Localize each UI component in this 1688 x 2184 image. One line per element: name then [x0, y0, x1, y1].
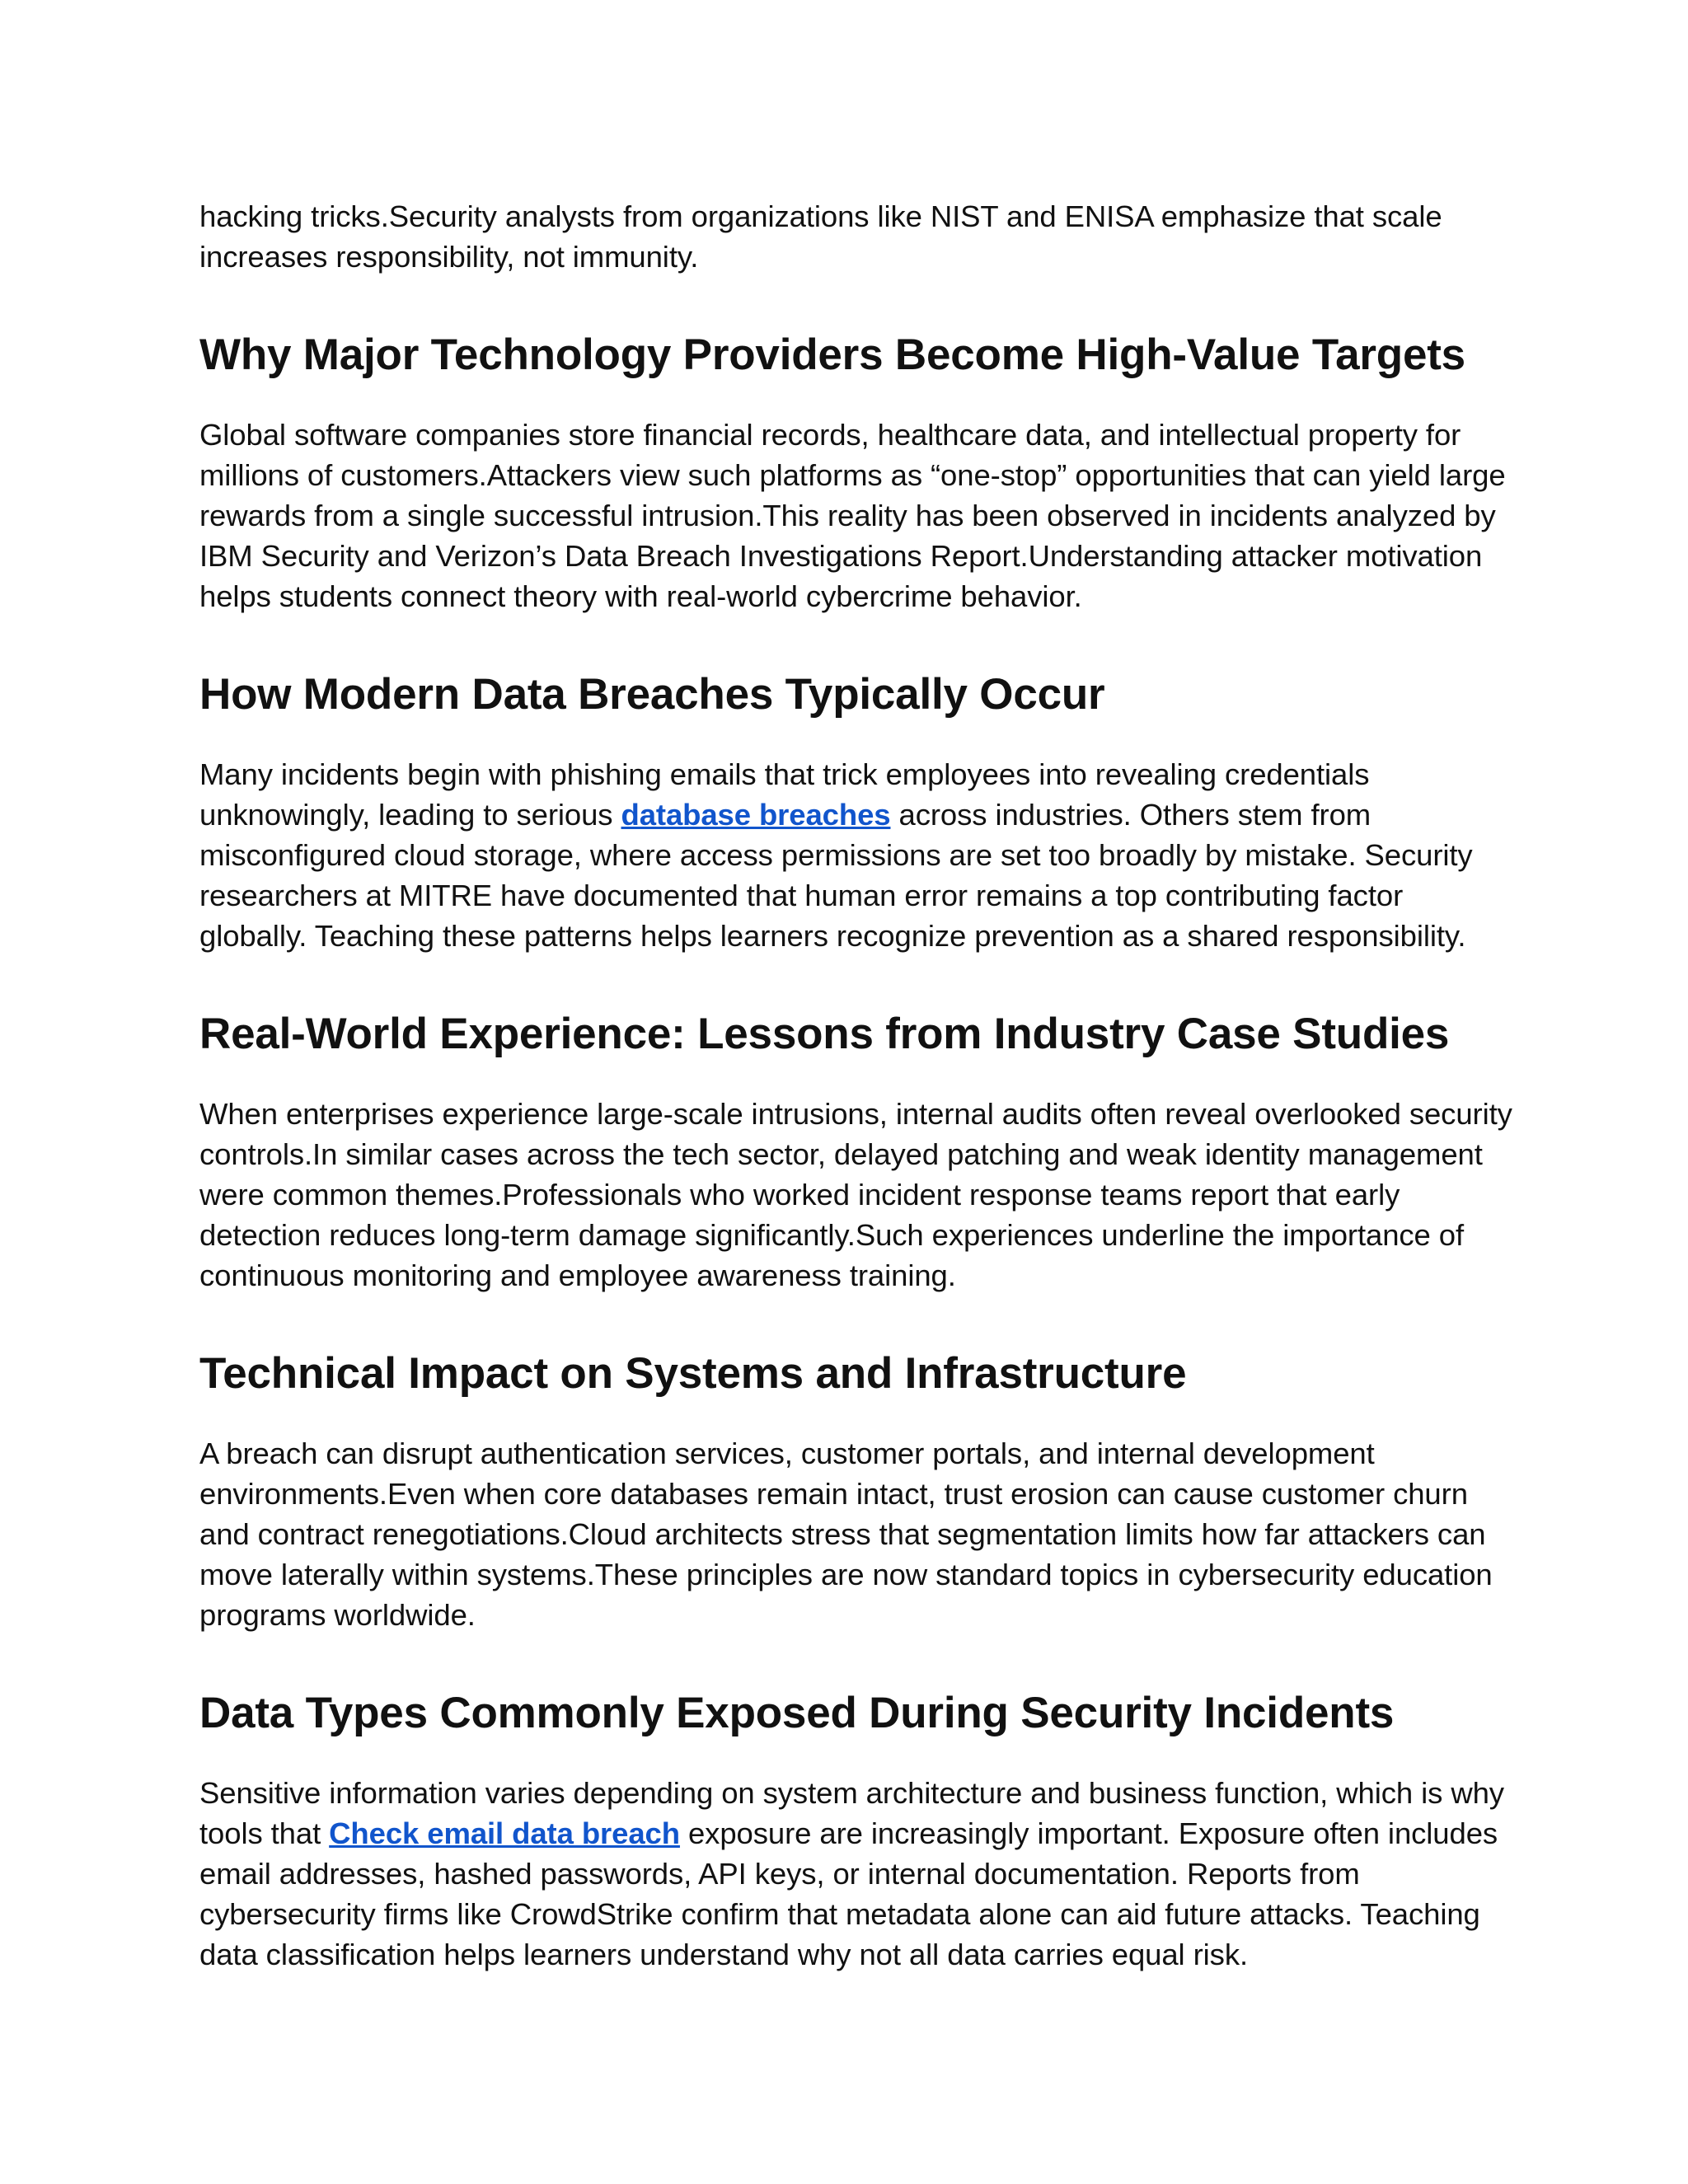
section-body-high-value-targets: Global software companies store financial records, healthcare data, and intellectual property for millions of customers.Attackers view such platforms as “one-stop” opportunities that can yield large rewards from a single successful intrusion.This reality has been observed in incidents analyzed by IBM Security and Verizon’s Data Breach Investigations Report.Understanding attacker motivation helps students connect theory with real-world cybercrime behavior. — [199, 418, 1506, 613]
section-heading-how-breaches-occur: How Modern Data Breaches Typically Occur — [199, 670, 1105, 719]
section-body-technical-impact: A breach can disrupt authentication services, customer portals, and internal development environments.Even when core databases remain intact, trust erosion can cause customer churn and contract renegotiations.Cloud architects stress that segmentation limits how far attackers can move laterally within systems.These principles are now standard topics in cybersecurity education programs worldwide. — [199, 1436, 1493, 1632]
spacer — [199, 616, 1518, 668]
section-heading-high-value-targets: Why Major Technology Providers Become High-Value Targets — [199, 330, 1465, 379]
check-email-data-breach-link[interactable]: Check email data breach — [329, 1816, 680, 1850]
section-heading-technical-impact: Technical Impact on Systems and Infrastructure — [199, 1349, 1187, 1398]
section-heading-data-types: Data Types Commonly Exposed During Security Incidents — [199, 1689, 1395, 1737]
section-body-data-types — [199, 1773, 1518, 1975]
spacer — [199, 1296, 1518, 1347]
spacer — [199, 1061, 1518, 1094]
database-breaches-link[interactable]: database breaches — [621, 798, 891, 832]
spacer — [199, 956, 1518, 1008]
body-text-after-link: across industries. Others stem from misconfigured cloud storage, where access permissions are set too broadly by mistake. Security researchers at MITRE have documented that human error remains a top contributing factor globally. Teaching these patterns helps learners recognize prevention as a shared responsibility. — [199, 798, 1473, 953]
section-body-how-breaches-occur — [199, 754, 1518, 956]
spacer — [199, 1400, 1518, 1433]
body-text-after-link: exposure are increasingly important. Exposure often includes email addresses, hashed passwords, API keys, or internal documentation. Reports from cybersecurity firms like CrowdStrike confirm that metadata alone can aid future attacks. Teaching data classification helps learners understand why not all data carries equal risk. — [199, 1816, 1498, 1971]
section-body-case-studies: When enterprises experience large-scale intrusions, internal audits often reveal overlooked security controls.In similar cases across the tech sector, delayed patching and weak identity management were common themes.Professionals who worked incident response teams report that early detection reduces long-term damage significantly.Such experiences underline the importance of continuous monitoring and employee awareness training. — [199, 1097, 1512, 1292]
spacer — [199, 1740, 1518, 1773]
document-page — [199, 196, 1518, 1975]
spacer — [199, 277, 1518, 329]
spacer — [199, 1635, 1518, 1687]
body-text-before-link: Sensitive information varies depending on system architecture and business function, which is why tools that — [199, 1776, 1504, 1850]
body-text-before-link: Many incidents begin with phishing emails that trick employees into revealing credentials unknowingly, leading to serious — [199, 757, 1370, 832]
section-heading-case-studies: Real-World Experience: Lessons from Industry Case Studies — [199, 1010, 1450, 1058]
spacer — [199, 721, 1518, 754]
intro-paragraph: hacking tricks.Security analysts from organizations like NIST and ENISA emphasize that scale increases responsibility, not immunity. — [199, 199, 1442, 274]
spacer — [199, 382, 1518, 415]
